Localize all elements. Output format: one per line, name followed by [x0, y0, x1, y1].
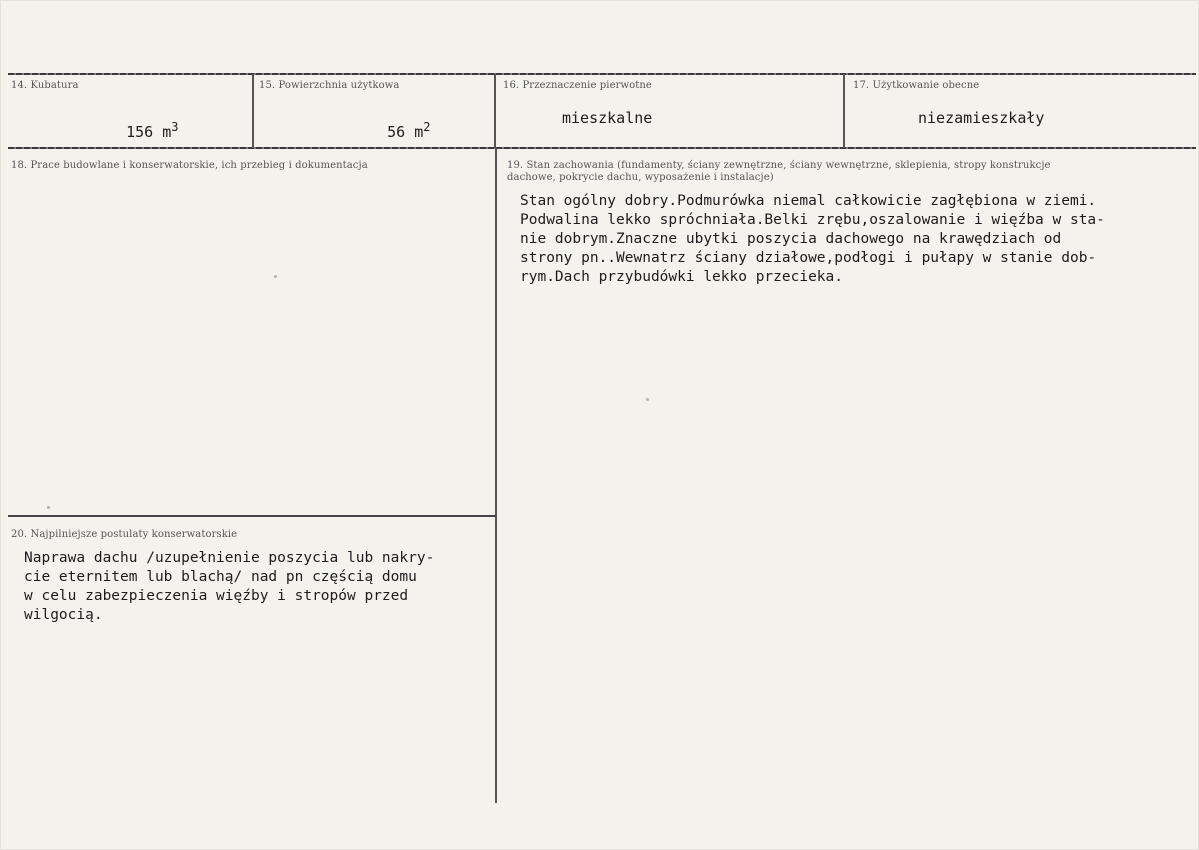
field-15-exponent: 2	[423, 120, 431, 134]
field-20-text: Naprawa dachu /uzupełnienie poszycia lub nakry- cie eternitem lub blachą/ nad pn częścią domu w celu zabezpieczenia więźby i stropów przed wilgocią.	[24, 550, 435, 623]
section-20-top-rule	[8, 515, 496, 517]
field-17-label: 17. Użytkowanie obecne	[853, 80, 980, 91]
field-14-number: 156 m	[126, 123, 172, 141]
main-column-divider	[495, 148, 497, 803]
field-15-value	[351, 105, 430, 159]
divider-15-16	[494, 74, 496, 148]
paper-speck	[47, 506, 50, 509]
top-rule	[8, 73, 1196, 75]
field-16-label: 16. Przeznaczenie pierwotne	[503, 80, 652, 91]
field-20-label: 20. Najpilniejsze postulaty konserwatorskie	[11, 529, 238, 540]
paper-speck	[646, 398, 649, 401]
field-17-value: niezamieszkały	[918, 109, 1045, 127]
field-18-label: 18. Prace budowlane i konserwatorskie, ich przebieg i dokumentacja	[11, 160, 368, 171]
divider-14-15	[252, 74, 254, 148]
field-15-number: 56 m	[387, 123, 424, 141]
field-14-label: 14. Kubatura	[11, 80, 79, 91]
divider-16-17	[843, 74, 845, 148]
field-19-label: 19. Stan zachowania (fundamenty, ściany zewnętrzne, ściany wewnętrzne, sklepienia, stropy konstrukcje dachowe, pokrycie dachu, wyposażenie i instalacje)	[507, 160, 1051, 183]
field-14-value	[90, 105, 179, 159]
field-15-label: 15. Powierzchnia użytkowa	[259, 80, 400, 91]
header-row-bottom-rule	[8, 147, 1196, 149]
paper-speck	[274, 275, 277, 278]
field-14-exponent: 3	[171, 120, 179, 134]
field-19-text: Stan ogólny dobry.Podmurówka niemal całkowicie zagłębiona w ziemi. Podwalina lekko spróchniała.Belki zrębu,oszalowanie i więźba w sta- nie dobrym.Znaczne ubytki poszycia dachowego na krawędziach od strony pn..Wewnatrz ściany działowe,podłogi i pułapy w stanie dob- rym.Dach przybudówki lekko przecieka.	[520, 193, 1105, 285]
field-16-value: mieszkalne	[562, 109, 653, 127]
